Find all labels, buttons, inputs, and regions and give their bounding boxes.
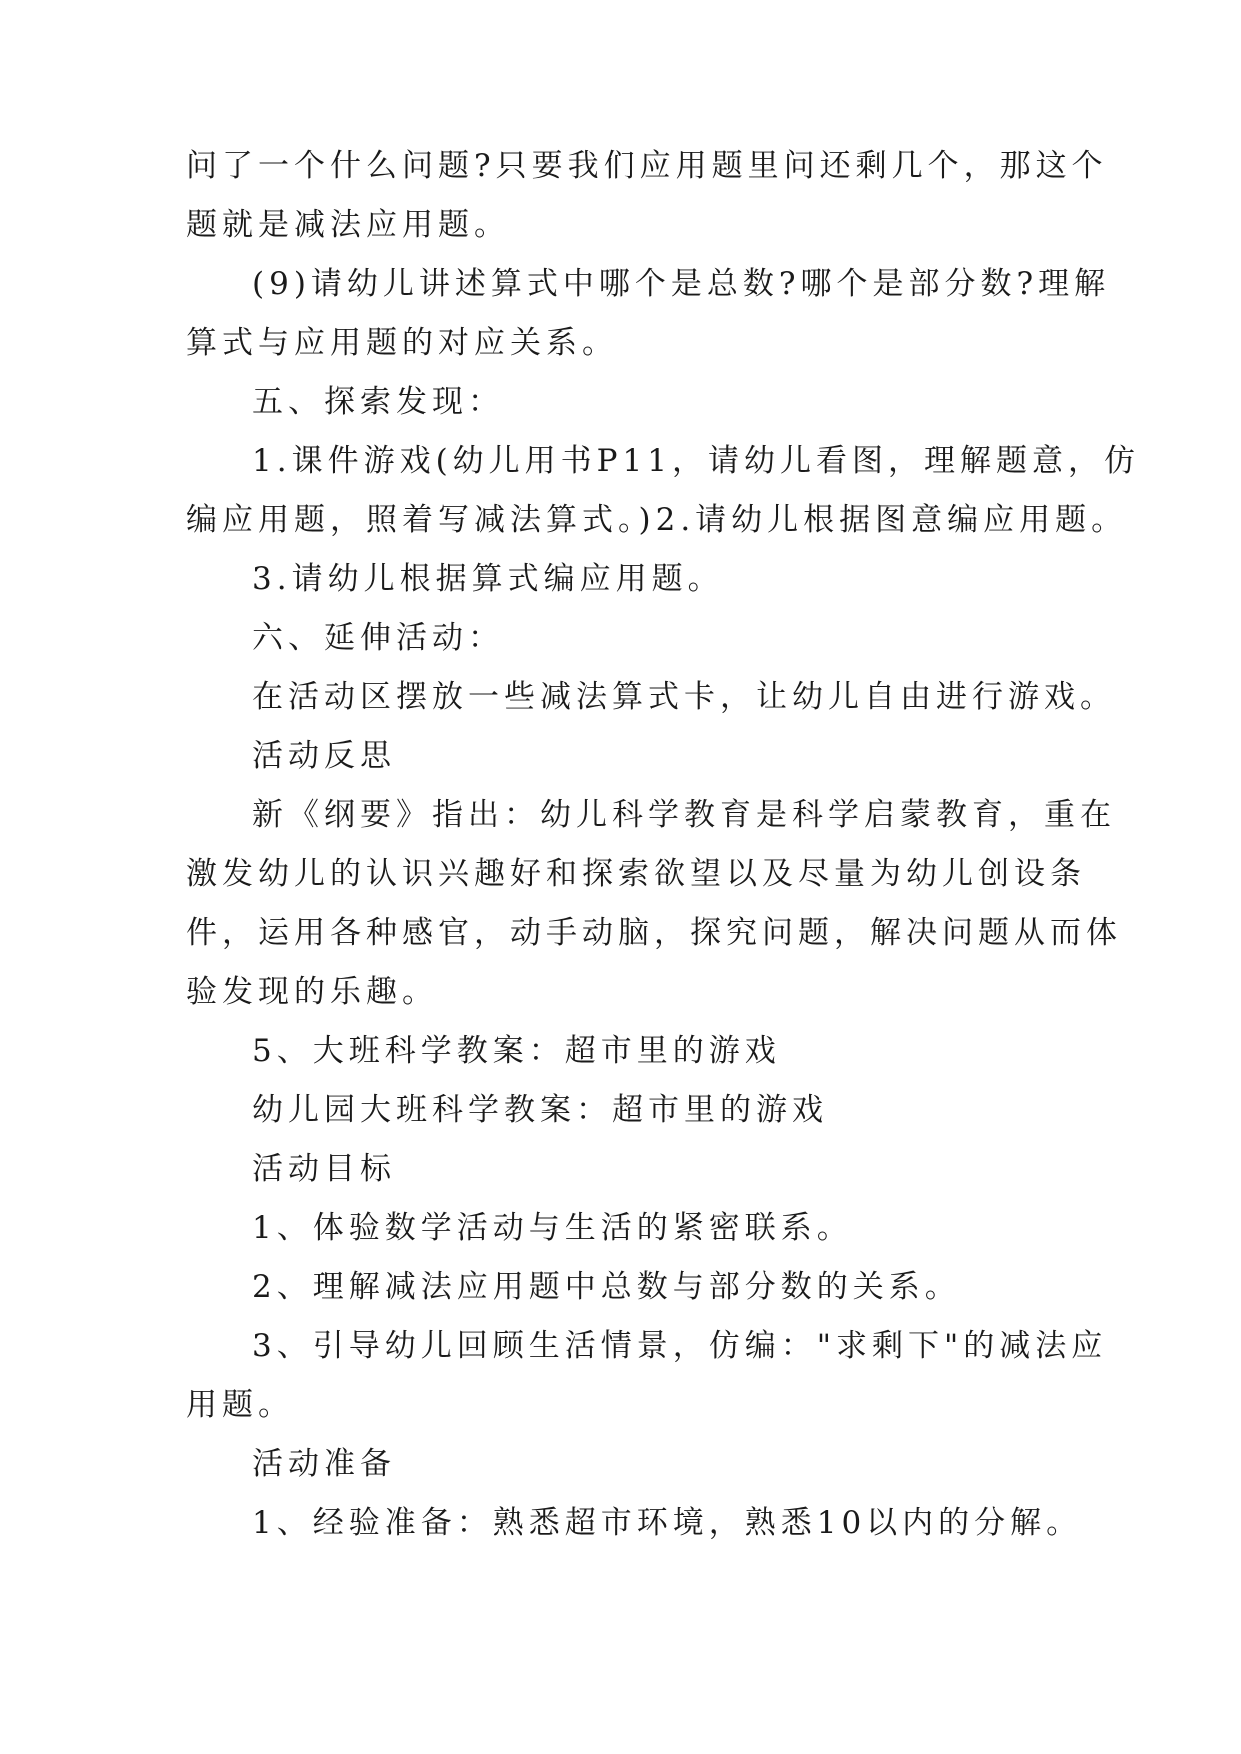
section-heading: 五、探索发现：: [252, 384, 504, 420]
section-heading: 5、大班科学教案：超市里的游戏: [252, 1033, 781, 1069]
section-heading: 活动目标: [252, 1151, 396, 1187]
section-heading: 活动准备: [252, 1446, 396, 1482]
text-line: 新《纲要》指出：幼儿科学教育是科学启蒙教育，重在: [252, 797, 1116, 833]
section-heading: 六、延伸活动：: [252, 620, 504, 656]
text-line: 问了一个什么问题?只要我们应用题里问还剩几个，那这个: [186, 148, 1108, 184]
text-line: 3.请幼儿根据算式编应用题。: [252, 561, 724, 597]
text-line: 2、理解减法应用题中总数与部分数的关系。: [252, 1269, 961, 1305]
text-line: 1、经验准备：熟悉超市环境，熟悉10以内的分解。: [252, 1505, 1083, 1541]
text-line: 题就是减法应用题。: [186, 207, 510, 243]
text-line: 1.课件游戏(幼儿用书P11，请幼儿看图，理解题意，仿: [252, 443, 1140, 479]
text-line: 1、体验数学活动与生活的紧密联系。: [252, 1210, 853, 1246]
text-line: 3、引导幼儿回顾生活情景，仿编："求剩下"的减法应: [252, 1328, 1108, 1364]
text-line: 用题。: [186, 1387, 294, 1423]
text-line: 件，运用各种感官，动手动脑，探究问题，解决问题从而体: [186, 915, 1122, 951]
text-line: 算式与应用题的对应关系。: [186, 325, 618, 361]
text-line: 在活动区摆放一些减法算式卡，让幼儿自由进行游戏。: [252, 679, 1116, 715]
text-line: 编应用题，照着写减法算式。)2.请幼儿根据图意编应用题。: [186, 502, 1128, 538]
text-line: 激发幼儿的认识兴趣好和探索欲望以及尽量为幼儿创设条: [186, 856, 1086, 892]
section-heading: 幼儿园大班科学教案：超市里的游戏: [252, 1092, 828, 1128]
text-line: (9)请幼儿讲述算式中哪个是总数?哪个是部分数?理解: [252, 266, 1111, 302]
section-heading: 活动反思: [252, 738, 396, 774]
text-line: 验发现的乐趣。: [186, 974, 438, 1010]
